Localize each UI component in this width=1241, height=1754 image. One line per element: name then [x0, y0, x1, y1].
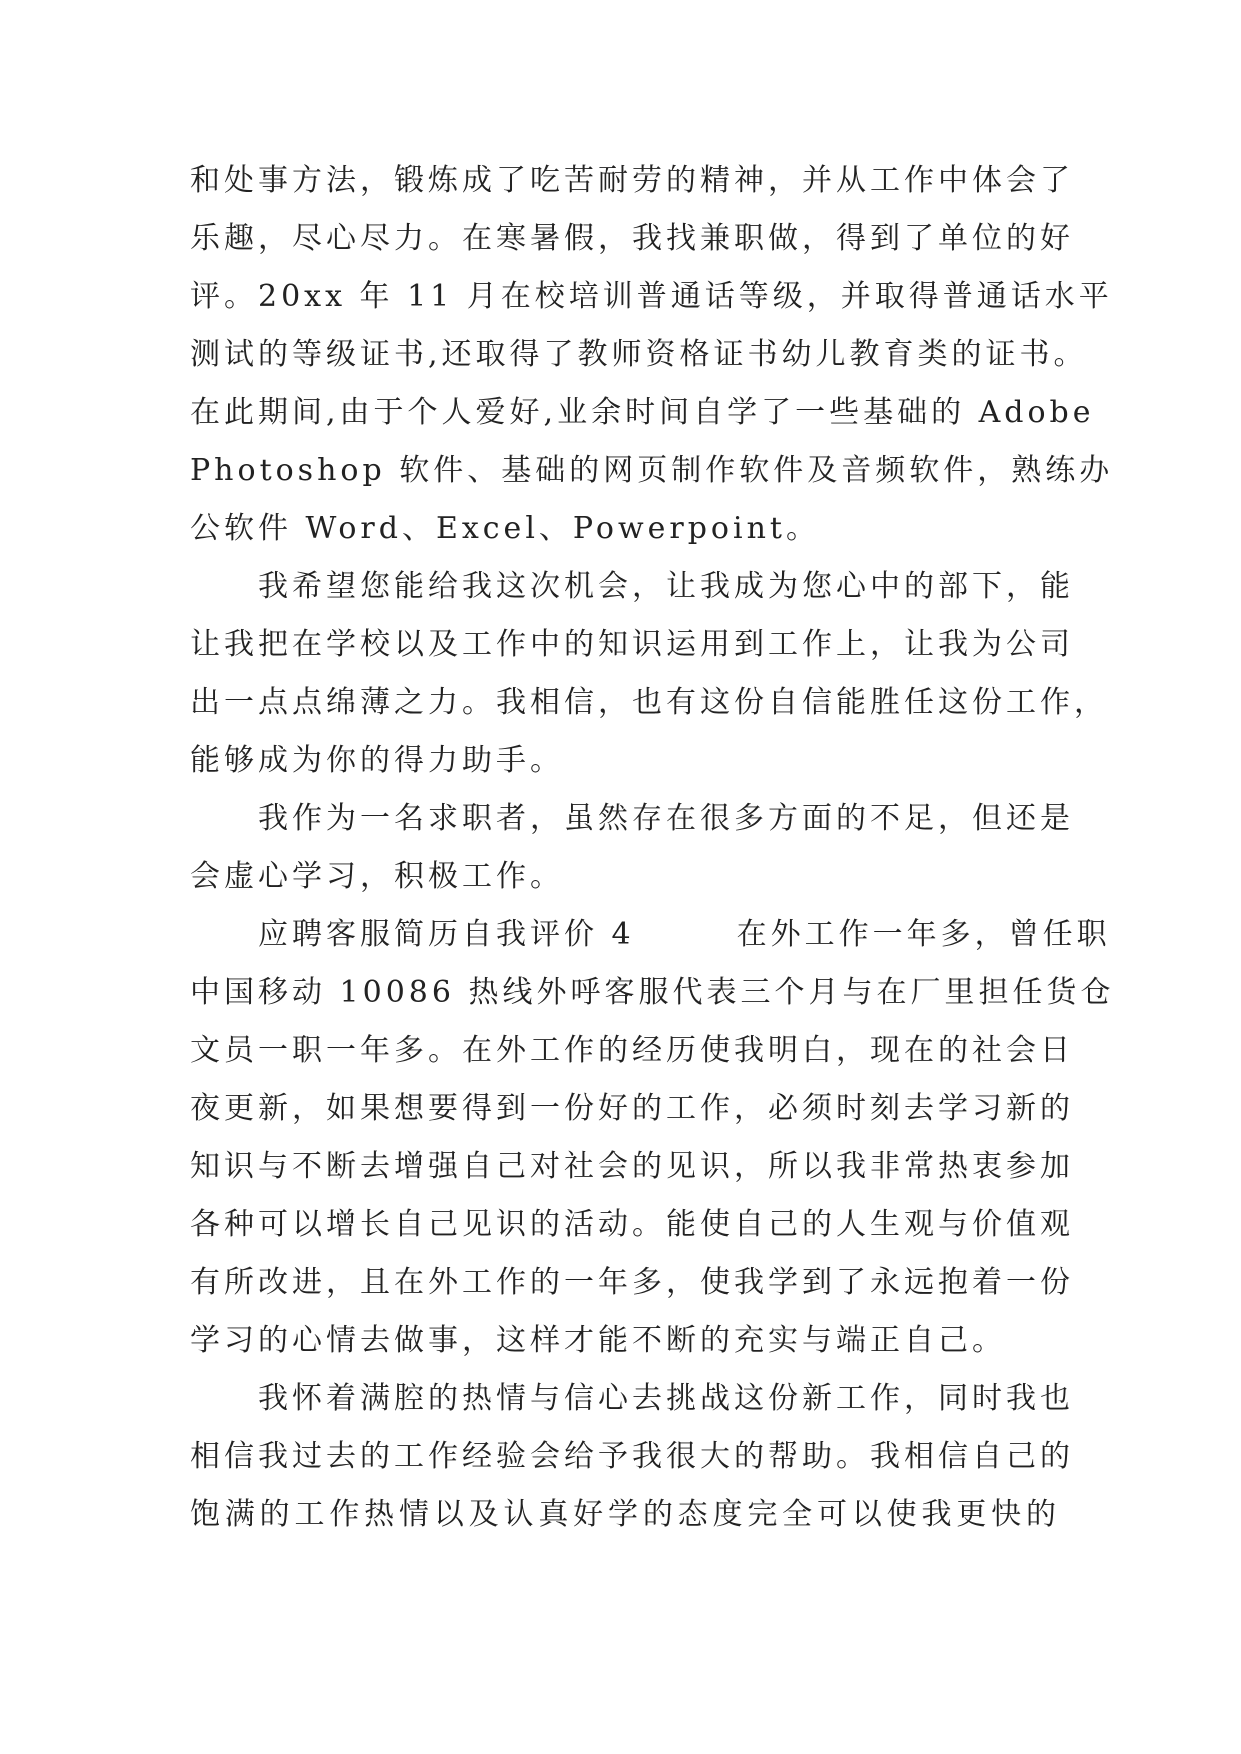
text-line: 饱满的工作热情以及认真好学的态度完全可以使我更快的	[190, 1497, 1060, 1532]
paragraph-5	[190, 1370, 1074, 1544]
text-line: 我怀着满腔的热情与信心去挑战这份新工作，同时我也	[258, 1381, 1074, 1416]
text-line: 测试的等级证书,还取得了教师资格证书幼儿教育类的证书。	[190, 337, 1088, 372]
text-line: 评。20xx 年 11 月在校培训普通话等级，并取得普通话水平	[190, 279, 1113, 314]
text-line: 应聘客服简历自我评价 4 在外工作一年多，曾任职	[258, 917, 1111, 952]
text-line: 学习的心情去做事，这样才能不断的充实与端正自己。	[190, 1323, 1006, 1358]
text-line: 相信我过去的工作经验会给予我很大的帮助。我相信自己的	[190, 1439, 1074, 1474]
text-line: 和处事方法，锻炼成了吃苦耐劳的精神，并从工作中体会了	[190, 163, 1074, 198]
paragraph-4	[190, 906, 1115, 1370]
text-line: 文员一职一年多。在外工作的经历使我明白，现在的社会日	[190, 1033, 1074, 1068]
text-line: 在此期间,由于个人爱好,业余时间自学了一些基础的 Adobe	[190, 395, 1095, 430]
text-line: 我作为一名求职者，虽然存在很多方面的不足，但还是	[258, 801, 1074, 836]
text-line: 有所改进，且在外工作的一年多，使我学到了永远抱着一份	[190, 1265, 1074, 1300]
document-page	[190, 152, 1115, 1544]
text-line: 能够成为你的得力助手。	[190, 743, 564, 778]
text-line: 乐趣，尽心尽力。在寒暑假，我找兼职做，得到了单位的好	[190, 221, 1074, 256]
text-line: 我希望您能给我这次机会，让我成为您心中的部下，能	[258, 569, 1074, 604]
text-line: Photoshop 软件、基础的网页制作软件及音频软件，熟练办	[190, 453, 1114, 488]
paragraph-1	[190, 152, 1114, 558]
text-line: 各种可以增长自己见识的活动。能使自己的人生观与价值观	[190, 1207, 1074, 1242]
paragraph-3	[190, 790, 1074, 906]
text-line: 夜更新，如果想要得到一份好的工作，必须时刻去学习新的	[190, 1091, 1074, 1126]
text-line: 出一点点绵薄之力。我相信，也有这份自信能胜任这份工作，	[190, 685, 1108, 720]
text-line: 中国移动 10086 热线外呼客服代表三个月与在厂里担任货仓	[190, 975, 1115, 1010]
text-line: 会虚心学习，积极工作。	[190, 859, 564, 894]
paragraph-2	[190, 558, 1108, 790]
text-line: 知识与不断去增强自己对社会的见识，所以我非常热衷参加	[190, 1149, 1074, 1184]
text-line: 公软件 Word、Excel、Powerpoint。	[190, 511, 820, 546]
text-line: 让我把在学校以及工作中的知识运用到工作上，让我为公司	[190, 627, 1074, 662]
